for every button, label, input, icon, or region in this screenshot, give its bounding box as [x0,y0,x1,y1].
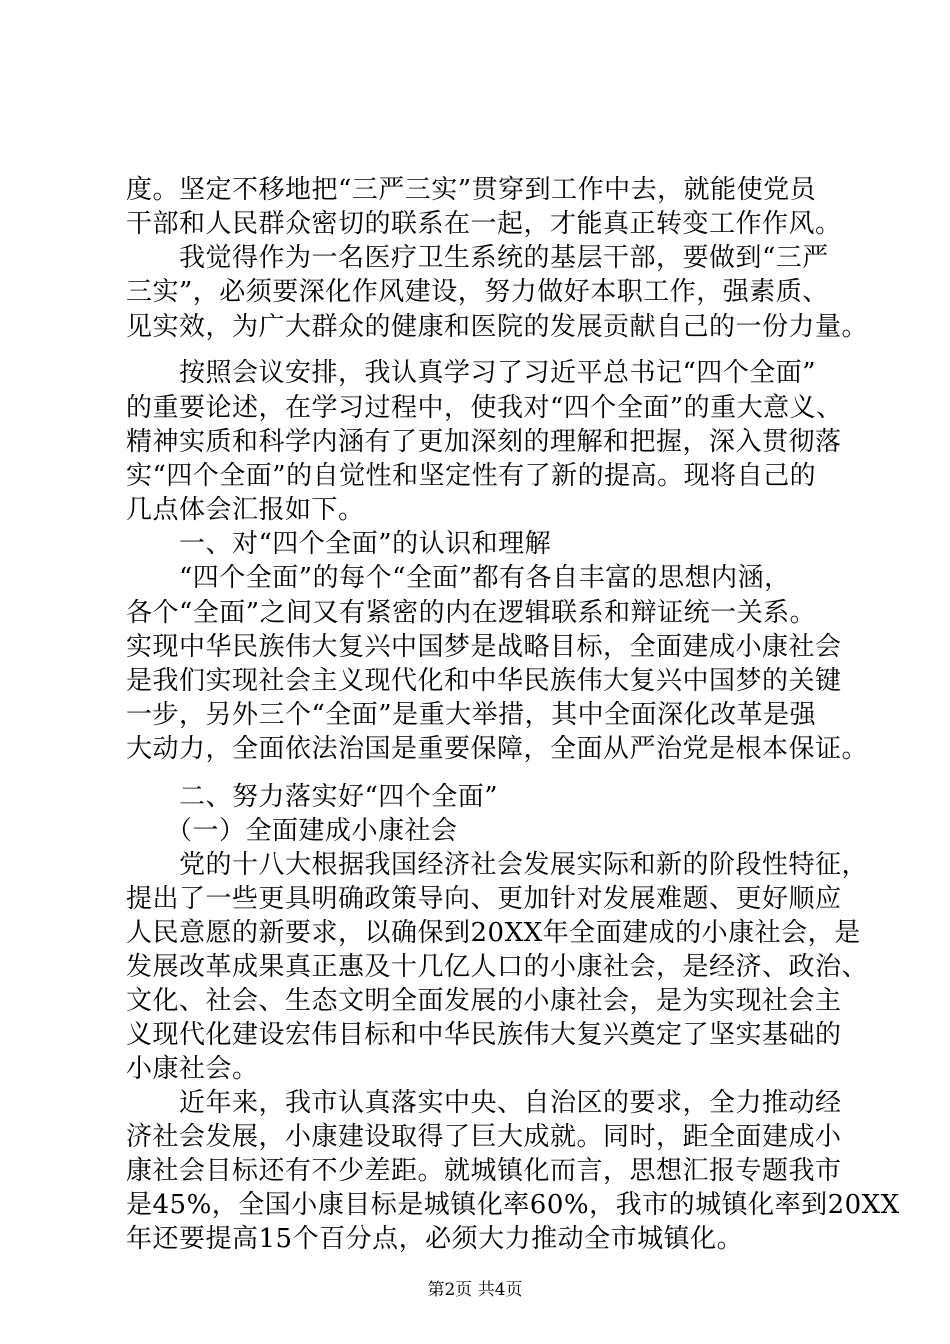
text-line: 实现中华民族伟大复兴中国梦是战略目标，全面建成小康社会 [126,632,842,662]
text-line: 大动力，全面依法治国是重要保障，全面从严治党是根本保证。 [126,734,869,764]
text-line: 一步，另外三个“全面”是重大举措，其中全面深化改革是强 [126,700,817,730]
text-line: 我觉得作为一名医疗卫生系统的基层干部，要做到“三严 [126,243,829,273]
text-line: 见实效，为广大群众的健康和医院的发展贡献自己的一份力量。 [126,312,869,342]
text-line: 小康社会。 [126,1054,259,1084]
text-line: 实“四个全面”的自觉性和坚定性有了新的提高。现将自己的 [126,461,817,491]
text-line: 是45%，全国小康目标是城镇化率60%，我市的城镇化率到20XX [126,1190,900,1220]
text-line: 是我们实现社会主义现代化和中华民族伟大复兴中国梦的关键 [126,666,842,696]
text-line: 按照会议安排，我认真学习了习近平总书记“四个全面” [126,358,817,388]
text-line: 几点体会汇报如下。 [126,495,365,525]
text-line: 干部和人民群众密切的联系在一起，才能真正转变工作作风。 [126,209,842,239]
text-line: 人民意愿的新要求，以确保到20XX年全面建成的小康社会，是 [126,918,861,948]
text-line: 各个“全面”之间又有紧密的内在逻辑联系和辩证统一关系。 [126,598,817,628]
text-line: 近年来，我市认真落实中央、自治区的要求，全力推动经 [126,1088,842,1118]
text-line: 发展改革成果真正惠及十几亿人口的小康社会，是经济、政治、 [126,952,869,982]
subsection-heading: （一）全面建成小康社会 [126,816,458,846]
text-line: 义现代化建设宏伟目标和中华民族伟大复兴奠定了坚实基础的 [126,1020,842,1050]
text-line: 年还要提高15个百分点，必须大力推动全市城镇化。 [126,1224,744,1254]
text-line: 精神实质和科学内涵有了更加深刻的理解和把握，深入贯彻落 [126,427,842,457]
page-number-footer: 第2页 共4页 [427,1280,523,1300]
text-line: 康社会目标还有不少差距。就城镇化而言，思想汇报专题我市 [126,1156,842,1186]
text-line: 济社会发展，小康建设取得了巨大成就。同时，距全面建成小 [126,1122,842,1152]
text-line: 文化、社会、生态文明全面发展的小康社会，是为实现社会主 [126,986,842,1016]
text-line: “四个全面”的每个“全面”都有各自丰富的思想内涵， [126,563,791,593]
text-line: 的重要论述，在学习过程中，使我对“四个全面”的重大意义、 [126,393,843,423]
text-line: 三实”，必须要深化作风建设，努力做好本职工作，强素质、 [126,277,829,307]
text-line: 度。坚定不移地把“三严三实”贯穿到工作中去，就能使党员 [126,175,817,205]
text-line: 党的十八大根据我国经济社会发展实际和新的阶段性特征， [126,850,869,880]
text-line: 提出了一些更具明确政策导向、更加针对发展难题、更好顺应 [126,884,842,914]
section-heading: 二、努力落实好“四个全面” [126,782,499,812]
section-heading: 一、对“四个全面”的认识和理解 [126,529,552,559]
